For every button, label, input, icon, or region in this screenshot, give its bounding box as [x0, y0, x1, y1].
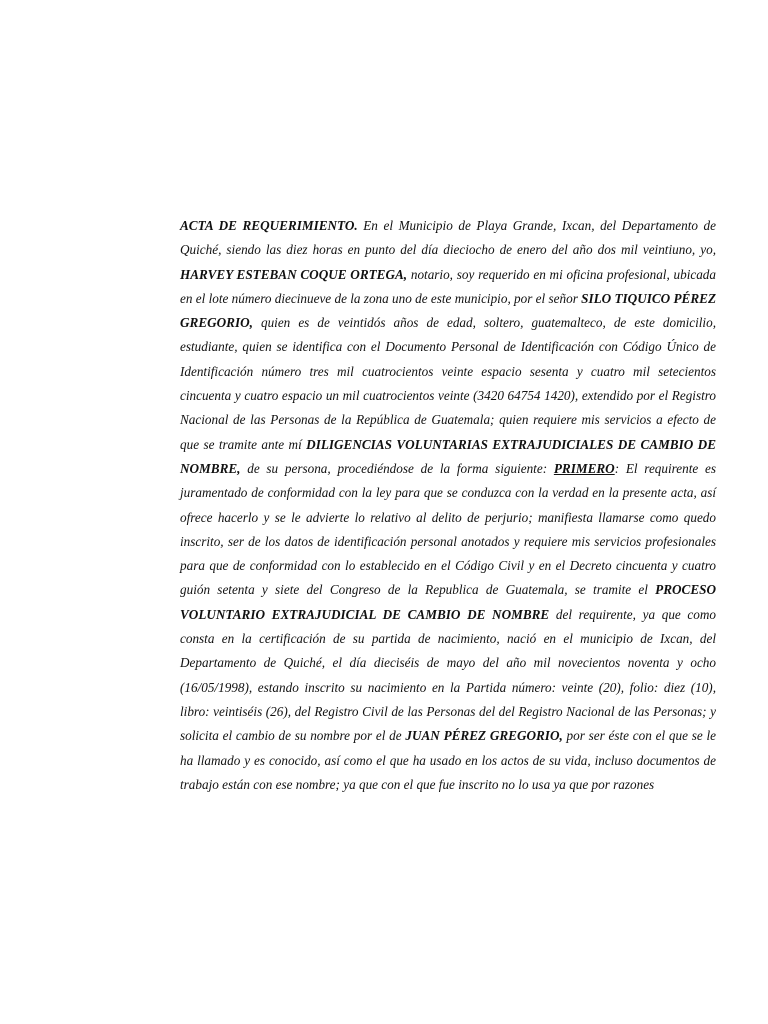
body-text-4: de su persona, procediéndose de la forma siguiente:: [240, 460, 554, 476]
body-text-3: quien es de veintidós años de edad, soltero, guatemalteco, de este domicilio, estudiante, quien se identifica con el Documento Personal de Identificación con Código Único de Identificación número tres mil cuatrocientos veinte espacio sesenta y cuatro mil setecientos cincuenta y cuatro espacio un mil cuatrocientos veinte (3420 64754 1420), extendido por el Registro Nacional de las Personas de la República de Guatemala; quien requiere mis servicios a efecto de que se tramite ante mí: [180, 315, 716, 452]
body-text-1: En el Municipio de Playa Grande, Ixcan, del Departamento de Quiché, siendo las diez horas en punto del día dieciocho de enero del año dos mil veintiuno, yo,: [180, 218, 716, 258]
body-text-6: del requirente, ya que como consta en la certificación de su partida de nacimiento, nació en el municipio de Ixcan, del Departamento de Quiché, el día dieciséis de mayo del año mil novecientos noventa y ocho (16/05/1998), estando inscrito su nacimiento en la Partida número: veinte (20), folio: diez (10), libro: veintiséis (26), del Registro Civil de las Personas del del Registro Nacional de las Personas; y solicita el cambio de su nombre por el de: [180, 606, 716, 744]
new-name: JUAN PÉREZ GREGORIO,: [405, 728, 563, 744]
document-body: [180, 214, 716, 797]
body-text-7: por ser éste con el que se le ha llamado y es conocido, así como el que ha usado en los actos de su vida, incluso documentos de trabajo están con ese nombre; ya que con el que fue inscrito no lo usa ya que por razones: [180, 728, 716, 792]
notary-name: HARVEY ESTEBAN COQUE ORTEGA,: [180, 266, 408, 282]
requester-name: SILO TIQUICO PÉREZ GREGORIO,: [180, 290, 716, 331]
body-text-2: notario, soy requerido en mi oficina profesional, ubicada en el lote número diecinueve de la zona uno de este municipio, por el señor: [180, 266, 716, 306]
primero-label: PRIMERO: [553, 460, 615, 476]
document-heading: ACTA DE REQUERIMIENTO.: [180, 218, 358, 233]
proceso-title: PROCESO VOLUNTARIO EXTRAJUDICIAL DE CAMBIO DE NOMBRE: [180, 582, 716, 622]
diligencias-title: DILIGENCIAS VOLUNTARIAS EXTRAJUDICIALES DE CAMBIO DE NOMBRE,: [180, 436, 716, 476]
body-text-5: : El requirente es juramentado de conformidad con la ley para que se conduzca con la verdad en la presente acta, así ofrece hacerlo y se le advierte lo relativo al delito de perjurio; manifiesta llamarse como quedo inscrito, ser de los datos de identificación personal anotados y requiere mis servicios profesionales para que de conformidad con lo establecido en el Código Civil y en el Decreto cincuenta y cuatro guión setenta y siete del Congreso de la Republica de Guatemala, se tramite el: [180, 460, 716, 598]
